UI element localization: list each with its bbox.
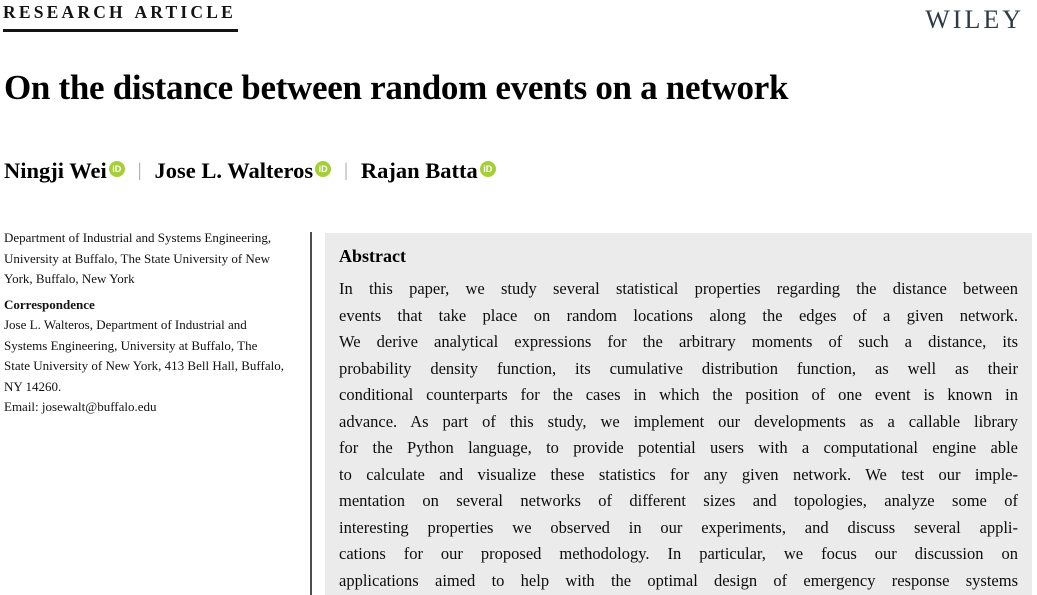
article-type-label bbox=[3, 2, 238, 32]
author-name-2: Jose L. Walteros bbox=[154, 158, 314, 183]
article-title: On the distance between random events on a network bbox=[4, 68, 789, 107]
author-separator: | bbox=[137, 160, 142, 181]
abstract-line: to calculate and visualize these statistics for any given network. We test our imple- bbox=[339, 464, 1018, 484]
abstract-line: applications aimed to help with the optimal design of emergency response systems bbox=[339, 570, 1018, 590]
abstract-line: In this paper, we study several statistical properties regarding the distance between bbox=[339, 279, 1018, 298]
orcid-icon[interactable]: iD bbox=[109, 161, 125, 177]
orcid-icon[interactable]: iD bbox=[480, 161, 496, 177]
abstract-heading: Abstract bbox=[339, 246, 406, 266]
abstract-line: advance. As part of this study, we implement our developments as a callable library bbox=[339, 411, 1018, 431]
article-info-panel bbox=[4, 228, 284, 418]
correspondence-email: Email: josewalt@buffalo.edu bbox=[4, 399, 157, 414]
author-name-3: Rajan Batta bbox=[360, 158, 478, 183]
abstract-section bbox=[325, 233, 1032, 595]
orcid-icon[interactable]: iD bbox=[315, 161, 331, 177]
abstract-line: probability density function, its cumulative distribution function, as well as their bbox=[339, 358, 1018, 378]
abstract-line: We derive analytical expressions for the arbitrary moments of such a distance, its bbox=[339, 332, 1018, 351]
wiley-logo: WILEY bbox=[925, 5, 1024, 34]
author-name-1: Ningji Wei bbox=[4, 158, 107, 183]
abstract-line: interesting properties we observed in our experiments, and discuss several appli- bbox=[339, 517, 1018, 537]
abstract-line: conditional counterparts for the cases in which the position of one event is known in bbox=[339, 385, 1018, 404]
abstract-line: for the Python language, to provide potential users with a computational engine able bbox=[339, 438, 1018, 457]
abstract-text bbox=[339, 276, 1018, 594]
correspondence-heading: Correspondence bbox=[4, 296, 95, 312]
abstract-line: events that take place on random locations along the edges of a given network. bbox=[339, 305, 1018, 325]
abstract-line: cations for our proposed methodology. In particular, we focus our discussion on bbox=[339, 544, 1018, 563]
column-divider bbox=[310, 232, 312, 595]
affiliation-text: Department of Industrial and Systems Engineering, University at Buffalo, The State University of New York, Buffalo, New York bbox=[4, 230, 272, 286]
correspondence-text: Jose L. Walteros, Department of Industrial and Systems Engineering, University at Buffalo, The State University of New York, 413 Bell Hall, Buffalo, NY 14260. bbox=[4, 317, 284, 394]
research-article-kicker: RESEARCH ARTICLE bbox=[3, 2, 238, 32]
author-list bbox=[4, 158, 496, 184]
abstract-line: mentation on several networks of different sizes and topologies, analyze some of bbox=[339, 491, 1018, 510]
author-separator: | bbox=[344, 160, 348, 181]
